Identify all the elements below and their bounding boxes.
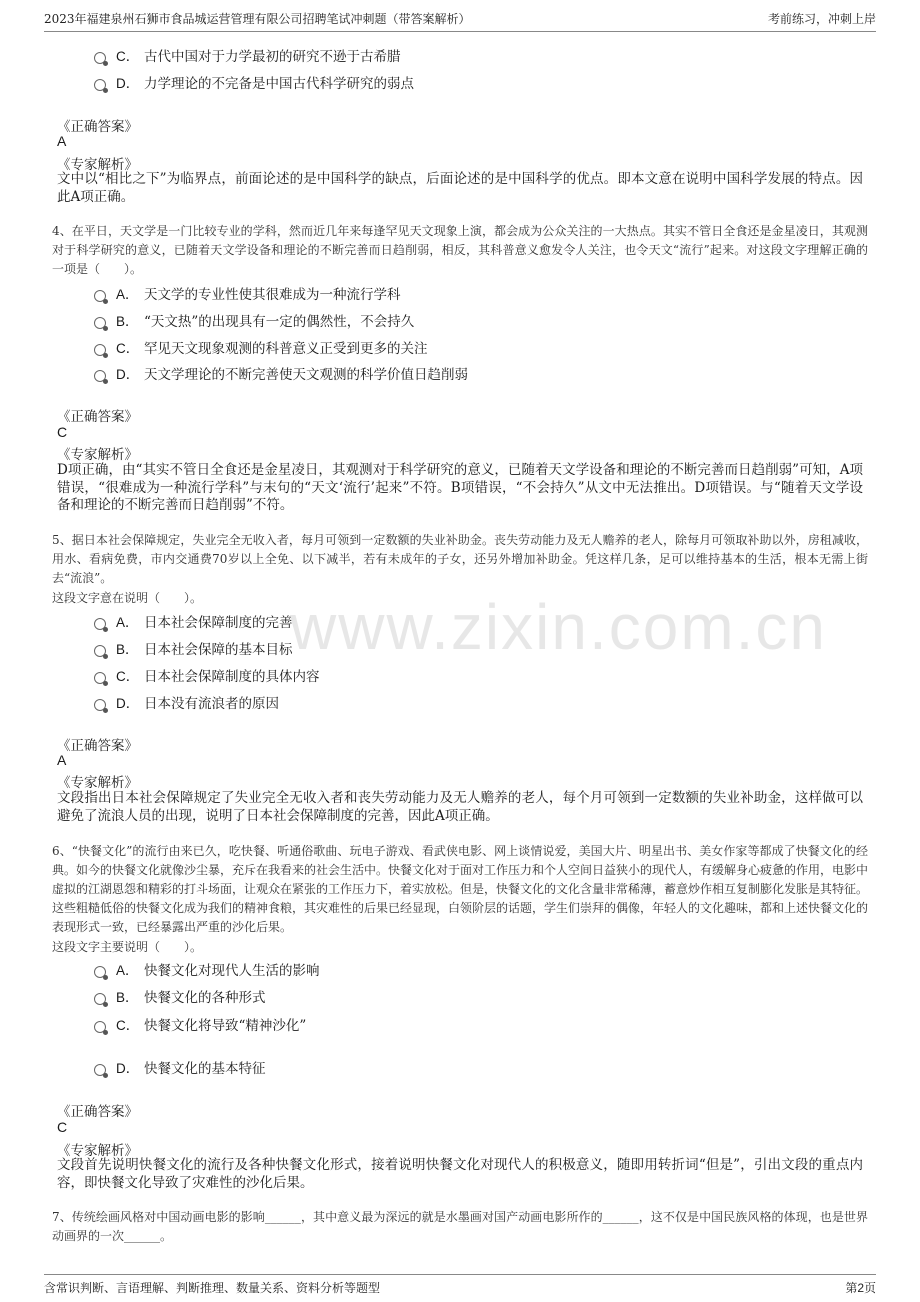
q5-option-d[interactable]: D． 日本没有流浪者的原因 bbox=[94, 691, 279, 713]
footer-text: 含常识判断、言语理解、判断推理、数量关系、资料分析等题型 bbox=[44, 1281, 381, 1295]
radio-icon[interactable] bbox=[94, 317, 106, 329]
q3-answer: A bbox=[57, 133, 67, 149]
header-title: 2023年福建泉州石狮市食品城运营管理有限公司招聘笔试冲刺题（带答案解析） bbox=[44, 12, 471, 26]
radio-icon[interactable] bbox=[94, 52, 106, 64]
radio-icon[interactable] bbox=[94, 993, 106, 1005]
q4-analysis-label: 《专家解析》 bbox=[57, 447, 138, 463]
q4-option-c[interactable]: C． 罕见天文现象观测的科普意义正受到更多的关注 bbox=[94, 336, 428, 358]
q6-analysis-label: 《专家解析》 bbox=[57, 1143, 138, 1159]
q4-stem: 4、在平日，天文学是一门比较专业的学科，然而近几年来每逢罕见天文现象上演，都会成为公众关注的一大热点。其实不管日全食还是金星凌日，其观测对于科学研究的意义，已随着天文学设备和理论的不断完善而日趋削弱，相反，其科普意义愈发令人关注，也令天文“流行”起来。对这段文字理解正确的一项是（ ）。 bbox=[52, 224, 868, 276]
radio-icon[interactable] bbox=[94, 699, 106, 711]
q5-stem: 5、据日本社会保障规定，失业完全无收入者，每月可领到一定数额的失业补助金。丧失劳动能力及无人赡养的老人，除每月可领取补助以外，房租减收，用水、看病免费，市内交通费70岁以上全免、以下减半，若有未成年的子女，还另外增加补助金。凭这样几条，足可以维持基本的生活，根本无需上街去“流浪”。 bbox=[52, 533, 868, 585]
q6-stem: 6、“快餐文化”的流行由来已久，吃快餐、听通俗歌曲、玩电子游戏、看武侠电影、网上谈情说爱，美国大片、明星出书、美女作家等都成了快餐文化的经典。如今的快餐文化就像沙尘暴，充斥在我看来的社会生活中。快餐文化对于面对工作压力和个人空间日益狭小的现代人，有缓解身心疲惫的作用，电影中虚拟的江湖恩怨和精彩的打斗场面，让观众在紧张的工作压力下，着实放松。但是，快餐文化的文化含量非常稀薄，蓄意炒作相互复制膨化发胀是其特征。这些粗糙低俗的快餐文化成为我们的精神食粮，其灾难性的后果已经显现，白领阶层的话题，学生们崇拜的偶像，年轻人的文化趣味，都和上述快餐文化的表现形式一致，已经暴露出严重的沙化后果。 bbox=[52, 844, 869, 934]
q3-analysis: 文中以“相比之下”为临界点，前面论述的是中国科学的缺点，后面论述的是中国科学的优点。即本文意在说明中国科学发展的特点。因此A项正确。 bbox=[57, 171, 863, 205]
q5-analysis-label: 《专家解析》 bbox=[57, 775, 138, 791]
q3-answer-label: 《正确答案》 bbox=[57, 119, 138, 135]
radio-icon[interactable] bbox=[94, 370, 106, 382]
radio-icon[interactable] bbox=[94, 290, 106, 302]
q7-stem: 7、传统绘画风格对中国动画电影的影响______，其中意义最为深远的就是水墨画对国产动画电影所作的______，这不仅是中国民族风格的体现，也是世界动画界的一次______。 bbox=[52, 1210, 868, 1243]
q6-option-d[interactable]: D． 快餐文化的基本特征 bbox=[94, 1056, 266, 1078]
q5-analysis: 文段指出日本社会保障规定了失业完全无收入者和丧失劳动能力及无人赡养的老人，每个月可领到一定数额的失业补助金，这样做可以避免了流浪人员的出现，说明了日本社会保障制度的完善，因此A项正确。 bbox=[57, 790, 863, 824]
q6-answer-label: 《正确答案》 bbox=[57, 1104, 138, 1120]
q6-analysis: 文段首先说明快餐文化的流行及各种快餐文化形式，接着说明快餐文化对现代人的积极意义，随即用转折词“但是”，引出文段的重点内容，即快餐文化导致了灾难性的沙化后果。 bbox=[57, 1157, 863, 1191]
q4-option-b[interactable]: B． “天文热”的出现具有一定的偶然性，不会持久 bbox=[94, 309, 414, 331]
radio-icon[interactable] bbox=[94, 79, 106, 91]
q6-option-a[interactable]: A． 快餐文化对现代人生活的影响 bbox=[94, 958, 320, 980]
q4-answer: C bbox=[57, 424, 68, 440]
q6-option-b[interactable]: B． 快餐文化的各种形式 bbox=[94, 985, 266, 1007]
radio-icon[interactable] bbox=[94, 966, 106, 978]
header-slogan: 考前练习，冲刺上岸 bbox=[767, 12, 876, 26]
q4-option-d[interactable]: D． 天文学理论的不断完善使天文观测的科学价值日趋削弱 bbox=[94, 362, 468, 384]
q3-option-c[interactable]: C． 古代中国对于力学最初的研究不逊于古希腊 bbox=[94, 44, 401, 66]
page-footer bbox=[44, 1274, 876, 1296]
radio-icon[interactable] bbox=[94, 344, 106, 356]
radio-icon[interactable] bbox=[94, 1021, 106, 1033]
q6-option-c[interactable]: C． 快餐文化将导致“精神沙化” bbox=[94, 1013, 306, 1035]
radio-icon[interactable] bbox=[94, 1064, 106, 1076]
q4-answer-label: 《正确答案》 bbox=[57, 409, 138, 425]
page-number: 第2页 bbox=[845, 1281, 876, 1295]
q5-answer: A bbox=[57, 752, 67, 768]
radio-icon[interactable] bbox=[94, 618, 106, 630]
q3-analysis-label: 《专家解析》 bbox=[57, 157, 138, 173]
q4-option-a[interactable]: A． 天文学的专业性使其很难成为一种流行学科 bbox=[94, 282, 401, 304]
radio-icon[interactable] bbox=[94, 645, 106, 657]
watermark: www.zixin.com.cn bbox=[290, 591, 827, 663]
q6-answer: C bbox=[57, 1119, 68, 1135]
page-header bbox=[44, 10, 876, 32]
q5-option-a[interactable]: A． 日本社会保障制度的完善 bbox=[94, 610, 293, 632]
q5-option-b[interactable]: B． 日本社会保障的基本目标 bbox=[94, 637, 293, 659]
q3-option-d[interactable]: D． 力学理论的不完备是中国古代科学研究的弱点 bbox=[94, 71, 414, 93]
q5-prompt: 这段文字意在说明（ ）。 bbox=[52, 591, 203, 605]
q5-option-c[interactable]: C． 日本社会保障制度的具体内容 bbox=[94, 664, 320, 686]
q5-answer-label: 《正确答案》 bbox=[57, 738, 138, 754]
radio-icon[interactable] bbox=[94, 672, 106, 684]
q6-prompt: 这段文字主要说明（ ）。 bbox=[52, 940, 203, 954]
q4-analysis: D项正确，由“其实不管日全食还是金星凌日，其观测对于科学研究的意义，已随着天文学设备和理论的不断完善而日趋削弱”可知，A项错误，“很难成为一种流行学科”与末句的“天文‘流行’起来”不符。B项错误，“不会持久”从文中无法推出。D项错误。与“随着天文学设备和理论的不断完善而日趋削弱”不符。 bbox=[57, 462, 863, 513]
